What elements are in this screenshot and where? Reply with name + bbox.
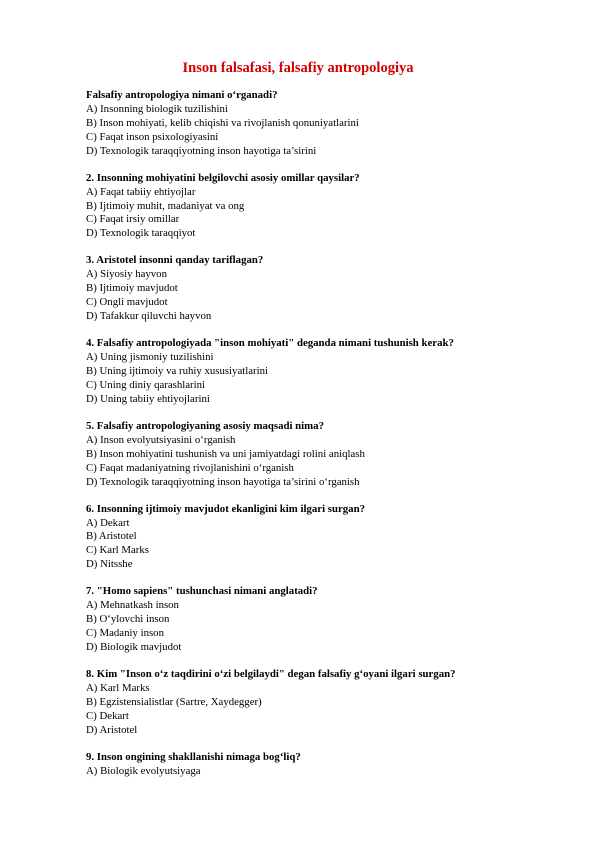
answer-option: B) Egzistensialistlar (Sartre, Xaydegger) (86, 695, 262, 708)
answer-option: B) O‘ylovchi inson (86, 613, 170, 626)
answer-option: A) Uning jismoniy tuzilishini (86, 351, 214, 364)
answer-option: D) Uning tabiiy ehtiyojlarini (86, 392, 210, 405)
question-text: 9. Inson ongining shakllanishi nimaga bog‘liq? (86, 750, 301, 763)
answer-option: A) Siyosiy hayvon (86, 268, 167, 281)
answer-option: B) Inson mohiyatini tushunish va uni jamiyatdagi rolini aniqlash (86, 447, 365, 460)
question-list (86, 89, 566, 792)
answer-option: B) Aristotel (86, 530, 137, 543)
answer-option: D) Texnologik taraqqiyotning inson hayotiga ta’sirini o‘rganish (86, 475, 360, 488)
question-block (86, 503, 566, 573)
answer-option: C) Madaniy inson (86, 627, 164, 640)
question-block (86, 585, 566, 655)
question-text: 6. Insonning ijtimoiy mavjudot ekanligini kim ilgari surgan? (86, 502, 365, 515)
question-block (86, 420, 566, 490)
answer-option: C) Karl Marks (86, 544, 149, 557)
answer-option: C) Faqat inson psixologiyasini (86, 130, 219, 143)
answer-option: A) Biologik evolyutsiyaga (86, 764, 201, 777)
answer-option: B) Uning ijtimoiy va ruhiy xususiyatlarini (86, 364, 269, 377)
document-title: Inson falsafasi, falsafiy antropologiya (182, 60, 414, 76)
answer-option: D) Nitsshe (86, 558, 133, 571)
answer-option: A) Dekart (86, 516, 130, 529)
answer-option: C) Uning diniy qarashlarini (86, 378, 206, 391)
question-text: 5. Falsafiy antropologiyaning asosiy maqsadi nima? (86, 419, 324, 432)
answer-option: C) Faqat irsiy omillar (86, 213, 180, 226)
question-text: 3. Aristotel insonni qanday tariflagan? (86, 254, 264, 267)
question-block (86, 172, 566, 242)
question-block (86, 668, 566, 738)
question-text: 7. "Homo sapiens" tushunchasi nimani anglatadi? (86, 585, 318, 598)
question-text: 8. Kim "Inson o‘z taqdirini o‘zi belgilaydi" degan falsafiy g‘oyani ilgari surgan? (86, 668, 456, 681)
answer-option: C) Faqat madaniyatning rivojlanishini o‘rganish (86, 461, 294, 474)
question-text: Falsafiy antropologiya nimani o‘rganadi? (86, 89, 278, 101)
question-text: 2. Insonning mohiyatini belgilovchi asosiy omillar qaysilar? (86, 171, 360, 184)
question-text: 4. Falsafiy antropologiyada "inson mohiyati" deganda nimani tushunish kerak? (86, 337, 454, 350)
answer-option: B) Ijtimoiy muhit, madaniyat va ong (86, 199, 245, 212)
answer-option: B) Inson mohiyati, kelib chiqishi va rivojlanish qonuniyatlarini (86, 116, 359, 129)
answer-option: D) Texnologik taraqqiyotning inson hayotiga ta’sirini (86, 144, 317, 157)
answer-option: C) Dekart (86, 709, 129, 722)
answer-option: A) Faqat tabiiy ehtiyojlar (86, 185, 196, 198)
answer-option: D) Biologik mavjudot (86, 640, 182, 653)
question-block (86, 89, 566, 159)
question-block (86, 337, 566, 407)
question-block (86, 254, 566, 324)
answer-option: D) Tafakkur qiluvchi hayvon (86, 310, 212, 323)
answer-option: A) Karl Marks (86, 681, 150, 694)
answer-option: D) Texnologik taraqqiyot (86, 227, 196, 240)
answer-option: A) Inson evolyutsiyasini o‘rganish (86, 433, 236, 446)
answer-option: C) Ongli mavjudot (86, 296, 168, 309)
answer-option: A) Insonning biologik tuzilishini (86, 102, 228, 115)
question-block (86, 751, 566, 779)
answer-option: A) Mehnatkash inson (86, 599, 179, 612)
answer-option: B) Ijtimoiy mavjudot (86, 282, 178, 295)
answer-option: D) Aristotel (86, 723, 138, 736)
